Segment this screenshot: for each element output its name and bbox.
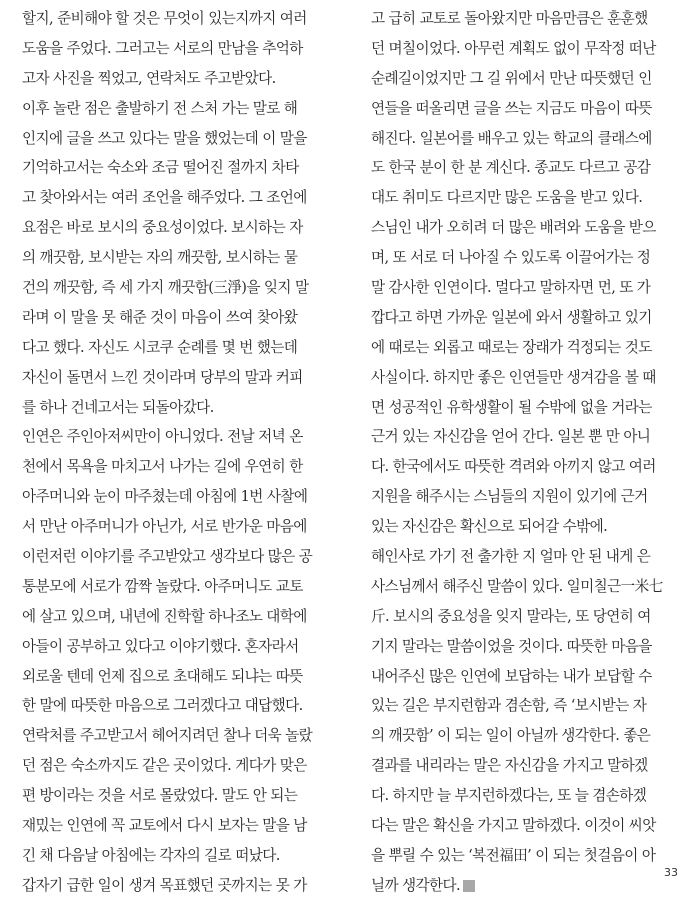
text-line: 다. 한국에서도 따뜻한 격려와 아끼지 않고 여러 [371, 458, 656, 476]
text-line: 서 만난 아주머니가 아닌가, 서로 반가운 마음에 [22, 518, 307, 536]
text-line: 의 깨끗함’ 이 되는 일이 아닐까 생각한다. 좋은 [371, 727, 651, 745]
text-line: 斤. 보시의 중요성을 잊지 말라는, 또 당연히 여 [371, 607, 651, 625]
text-line: 을 뿌릴 수 있는 ‘복전福田’ 이 되는 첫걸음이 아 [371, 846, 656, 864]
text-line: 라며 이 말을 못 해준 것이 마음이 쓰여 찾아왔 [22, 308, 298, 326]
text-line: 천에서 목욕을 마치고서 나가는 길에 우연히 한 [22, 458, 303, 476]
text-line: 깝다고 하면 가까운 일본에 와서 생활하고 있기 [371, 308, 652, 326]
text-line: 긴 채 다음날 아침에는 각자의 길로 떠났다. [22, 846, 280, 864]
page-number: 33 [664, 866, 678, 879]
text-line: 던 점은 숙소까지도 같은 곳이었다. 게다가 맞은 [22, 757, 307, 775]
text-line: 다. 하지만 늘 부지런하겠다는, 또 늘 겸손하겠 [371, 787, 647, 805]
text-line: 지원을 해주시는 스님들의 지원이 있기에 근거 [371, 488, 648, 506]
text-line: 인지에 글을 쓰고 있다는 말을 했었는데 이 말을 [22, 129, 307, 147]
text-line: 고 급히 교토로 돌아왔지만 마음만큼은 훈훈했 [371, 10, 648, 27]
text-line: 아들이 공부하고 있다고 이야기했다. 혼자라서 [22, 637, 299, 655]
text-line: 자신이 돌면서 느낀 것이라며 당부의 말과 커피 [22, 368, 303, 386]
text-line: 말 감사한 인연이다. 멀다고 말하자면 먼, 또 가 [371, 279, 651, 297]
text-line: 의 깨끗함, 보시받는 자의 깨끗함, 보시하는 물 [22, 249, 298, 267]
text-line: 근거 있는 자신감을 얻어 간다. 일본 뿐 만 아니 [371, 428, 651, 446]
text-line-last [371, 871, 677, 901]
text-line: 도움을 주었다. 그러고는 서로의 만남을 추억하 [22, 39, 303, 57]
text-line: 대도 취미도 다르지만 많은 도움을 받고 있다. [371, 189, 643, 207]
text-line: 할지, 준비해야 할 것은 무엇이 있는지까지 여러 [22, 10, 307, 27]
last-line-text: 닐까 생각한다. [371, 876, 461, 894]
text-line: 스님인 내가 오히려 더 많은 배려와 도움을 받으 [371, 219, 656, 237]
text-line: 이후 놀란 점은 출발하기 전 스처 가는 말로 해 [22, 99, 298, 117]
text-line: 에 때로는 외롭고 때로는 장래가 걱정되는 것도 [371, 338, 652, 356]
text-line: 요점은 바로 보시의 중요성이었다. 보시하는 자 [22, 219, 303, 237]
text-line: 연락처를 주고받고서 헤어지려던 찰나 더욱 놀랐 [22, 727, 313, 745]
text-line: 한 말에 따뜻한 마음으로 그러겠다고 대답했다. [22, 697, 303, 715]
left-text-column [22, 4, 328, 901]
text-line: 도 한국 분이 한 분 계신다. 종교도 다르고 공감 [371, 159, 651, 177]
text-line: 를 하나 건네고서는 되돌아갔다. [22, 398, 214, 416]
text-line: 결과를 내리라는 말은 자신감을 가지고 말하겠 [371, 757, 648, 775]
text-line: 사스님께서 해주신 말씀이 있다. 일미칠근一米七 [371, 577, 663, 595]
text-line: 며, 또 서로 더 나아질 수 있도록 이끌어가는 정 [371, 249, 651, 267]
end-of-article-mark [463, 880, 475, 892]
text-line: 편 방이라는 것을 서로 몰랐었다. 말도 안 되는 [22, 787, 298, 805]
text-line: 내어주신 많은 인연에 보답하는 내가 보답할 수 [371, 667, 652, 685]
text-line: 건의 깨끗함, 즉 세 가지 깨끗함(三淨)을 잊지 말 [22, 279, 309, 297]
text-line: 해진다. 일본어를 배우고 있는 학교의 클래스에 [371, 129, 652, 147]
text-line: 연들을 떠올리면 글을 쓰는 지금도 마음이 따뜻 [371, 99, 652, 117]
text-line: 순례길이었지만 그 길 위에서 만난 따뜻했던 인 [371, 69, 652, 87]
text-line: 고자 사진을 찍었고, 연락처도 주고받았다. [22, 69, 276, 87]
text-line: 기지 말라는 말씀이었을 것이다. 따뜻한 마음을 [371, 637, 652, 655]
text-line: 갑자기 급한 일이 생겨 목표했던 곳까지는 못 가 [22, 876, 307, 894]
text-line: 해인사로 가기 전 출가한 지 얼마 안 된 내게 은 [371, 548, 651, 566]
text-line: 외로울 텐데 언제 집으로 초대해도 되냐는 따뜻 [22, 667, 303, 685]
text-line: 사실이다. 하지만 좋은 인연들만 생겨감을 볼 때 [371, 368, 656, 386]
text-line: 있는 자신감은 확신으로 되어갈 수밖에. [371, 518, 608, 536]
text-line: 에 살고 있으며, 내년에 진학할 하나조노 대학에 [22, 607, 307, 625]
text-line: 다는 말은 확신을 가지고 말하겠다. 이것이 씨앗 [371, 817, 656, 835]
text-line: 던 며칠이었다. 아무런 계획도 없이 무작정 떠난 [371, 39, 656, 57]
text-line: 면 성공적인 유학생활이 될 수밖에 없을 거라는 [371, 398, 652, 416]
text-line: 다고 했다. 자신도 시코쿠 순례를 몇 번 했는데 [22, 338, 298, 356]
text-line: 재밌는 인연에 꼭 교토에서 다시 보자는 말을 남 [22, 817, 307, 835]
text-line: 기억하고서는 숙소와 조금 떨어진 절까지 차타 [22, 159, 299, 177]
text-line: 통분모에 서로가 깜짝 놀랐다. 아주머니도 교토 [22, 577, 303, 595]
text-line: 아주머니와 눈이 마주쳤는데 아침에 1번 사찰에 [22, 488, 308, 506]
text-line: 인연은 주인아저씨만이 아니었다. 전날 저녁 온 [22, 428, 303, 446]
right-text-column [371, 4, 677, 901]
text-line: 있는 길은 부지런함과 겸손함, 즉 ‘보시받는 자 [371, 697, 647, 715]
text-line: 고 찾아와서는 여러 조언을 해주었다. 그 조언에 [22, 189, 307, 207]
text-line: 이런저런 이야기를 주고받았고 생각보다 많은 공 [22, 548, 313, 566]
